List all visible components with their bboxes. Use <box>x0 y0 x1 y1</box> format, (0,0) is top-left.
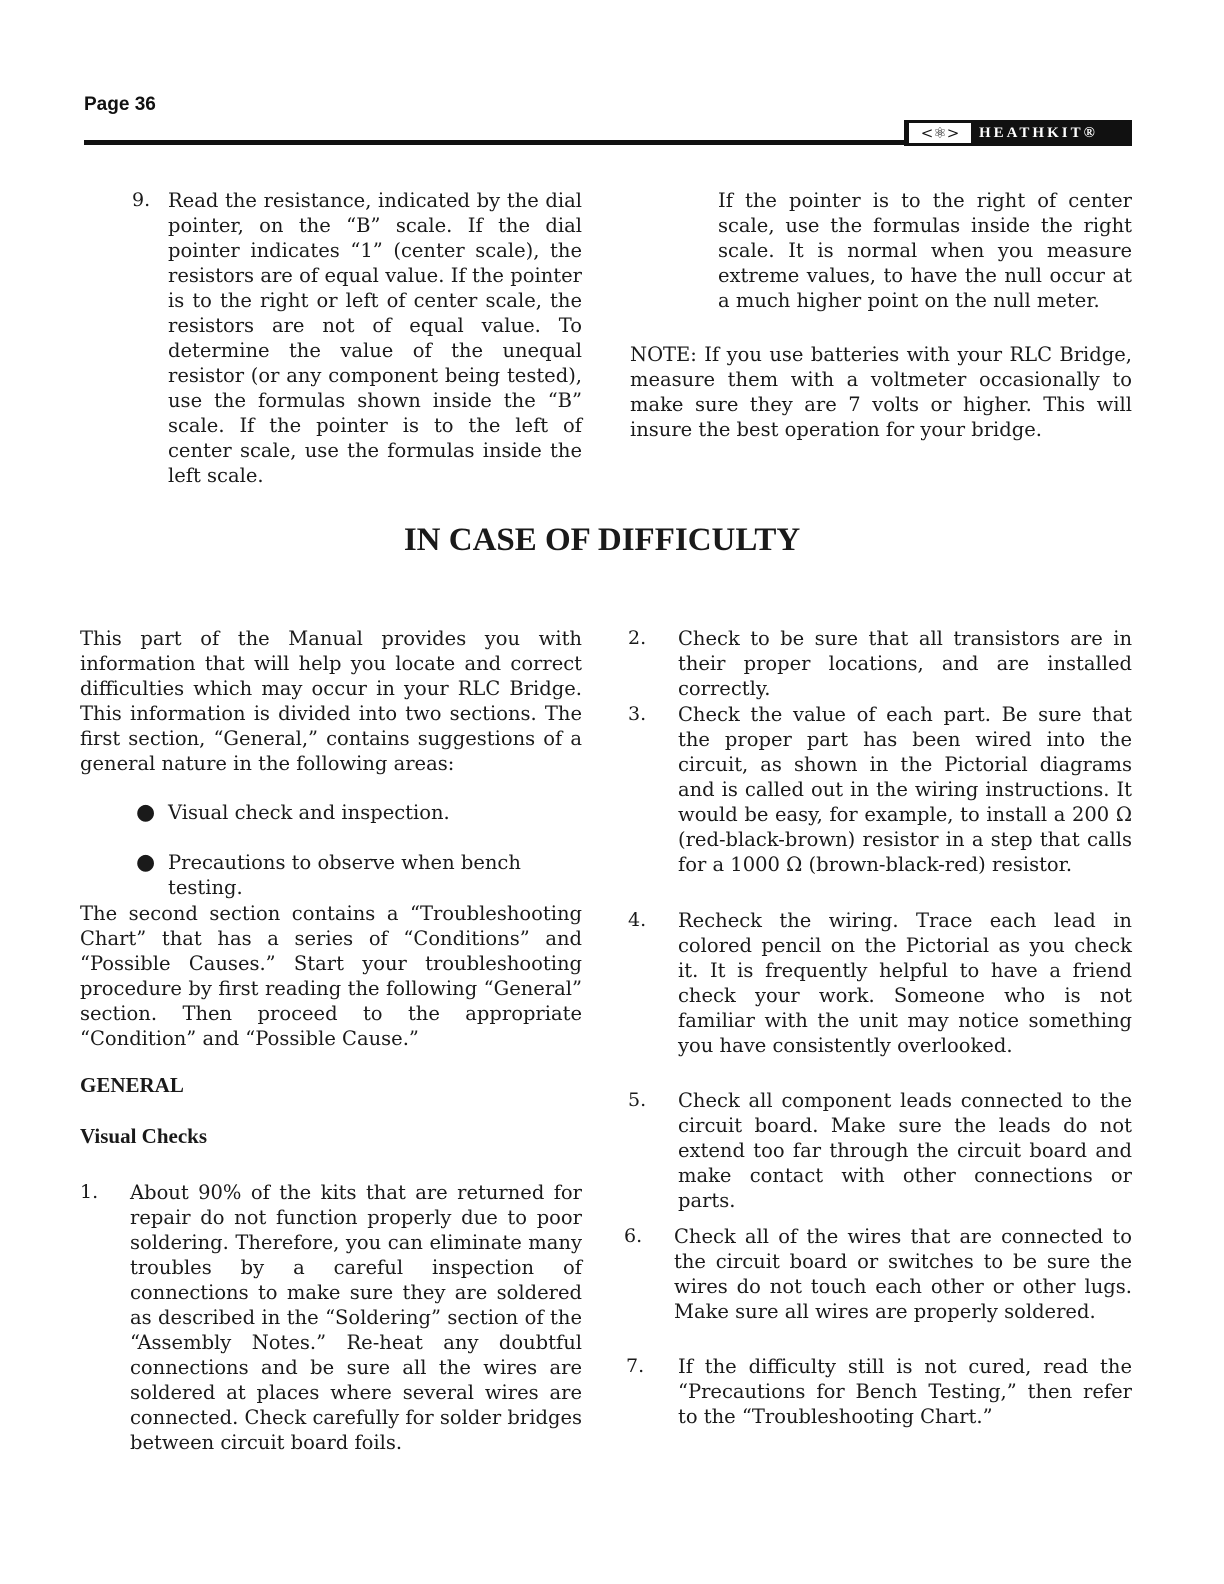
check-1-text: About 90% of the kits that are returned for repair do not function properly due to poor soldering. Therefore, you can eliminate many troubles by a careful inspection of connections to make sure they are soldered as described in the “Soldering” section of the “Assembly Notes.” Re-heat any doubtful connections and be sure all the wires are soldered at places where several wires are connected. Check carefully for solder bridges between circuit board foils. <box>130 1181 582 1454</box>
check-3-number: 3. <box>628 703 647 725</box>
check-2-number: 2. <box>628 627 647 649</box>
visual-checks-heading: Visual Checks <box>80 1124 207 1148</box>
bullet-visual-check <box>136 800 588 825</box>
bullet-dot-icon: ● <box>136 850 156 875</box>
check-6-number: 6. <box>624 1225 643 1247</box>
step-9-continued: If the pointer is to the right of center scale, use the formulas inside the right scale. It is normal when you measure extreme values, to have the null occur at a much higher point on the null meter. <box>718 189 1132 312</box>
intro-paragraph: This part of the Manual provides you with information that will help you locate and correct difficulties which may occur in your RLC Bridge. This information is divided into two sections. The first section, “General,” contains suggestions of a general nature in the following areas: <box>80 627 582 775</box>
heathkit-logo <box>904 120 1132 146</box>
step-9-number: 9. <box>132 189 151 211</box>
check-1-number: 1. <box>80 1181 99 1203</box>
bullet-dot-icon: ● <box>136 800 156 825</box>
check-4-number: 4. <box>628 909 647 931</box>
logo-brand-text: HEATHKIT® <box>979 124 1098 141</box>
bullet-precautions <box>136 850 588 900</box>
check-4-text: Recheck the wiring. Trace each lead in colored pencil on the Pictorial as you check it. It is frequently helpful to have a friend check your work. Someone who is not familiar with the unit may notice something you have consistently overlooked. <box>678 909 1132 1057</box>
check-5-text: Check all component leads connected to the circuit board. Make sure the leads do not extend too far through the circuit board and make contact with other connections or parts. <box>678 1089 1132 1212</box>
check-7-text: If the difficulty still is not cured, read the “Precautions for Bench Testing,” then refer to the “Troubleshooting Chart.” <box>678 1355 1132 1428</box>
check-2-text: Check to be sure that all transistors are in their proper locations, and are installed correctly. <box>678 627 1132 700</box>
page-number: Page 36 <box>84 94 156 115</box>
check-6-text: Check all of the wires that are connected to the circuit board or switches to be sure the wires do not touch each other or other lugs. Make sure all wires are properly soldered. <box>674 1225 1132 1323</box>
check-3-text: Check the value of each part. Be sure that the proper part has been wired into the circuit, as shown in the Pictorial diagrams and is called out in the wiring instructions. It would be easy, for example, to install a 200 Ω (red-black-brown) resistor in a step that calls for a 1000 Ω (brown-black-red) resistor. <box>678 703 1132 876</box>
general-heading: GENERAL <box>80 1073 184 1097</box>
check-7-number: 7. <box>626 1355 645 1377</box>
atom-emblem-icon: <⚛> <box>909 123 971 143</box>
check-5-number: 5. <box>628 1089 647 1111</box>
bullet-text: Precautions to observe when bench testing. <box>168 851 521 899</box>
bullet-text: Visual check and inspection. <box>168 801 450 824</box>
battery-note: NOTE: If you use batteries with your RLC Bridge, measure them with a voltmeter occasionally to make sure they are 7 volts or higher. This will insure the best operation for your bridge. <box>630 343 1132 441</box>
header-rule <box>84 140 906 145</box>
section-title: IN CASE OF DIFFICULTY <box>403 522 801 558</box>
second-section-paragraph: The second section contains a “Troubleshooting Chart” that has a series of “Conditions” and “Possible Causes.” Start your troubleshooting procedure by first reading the following “General” section. Then proceed to the appropriate “Condition” and “Possible Cause.” <box>80 902 582 1050</box>
step-9-text: Read the resistance, indicated by the dial pointer, on the “B” scale. If the dial pointer indicates “1” (center scale), the resistors are of equal value. If the pointer is to the right or left of center scale, the resistors are not of equal value. To determine the value of the unequal resistor (or any component being tested), use the formulas shown inside the “B” scale. If the pointer is to the left of center scale, use the formulas inside the left scale. <box>168 189 582 487</box>
